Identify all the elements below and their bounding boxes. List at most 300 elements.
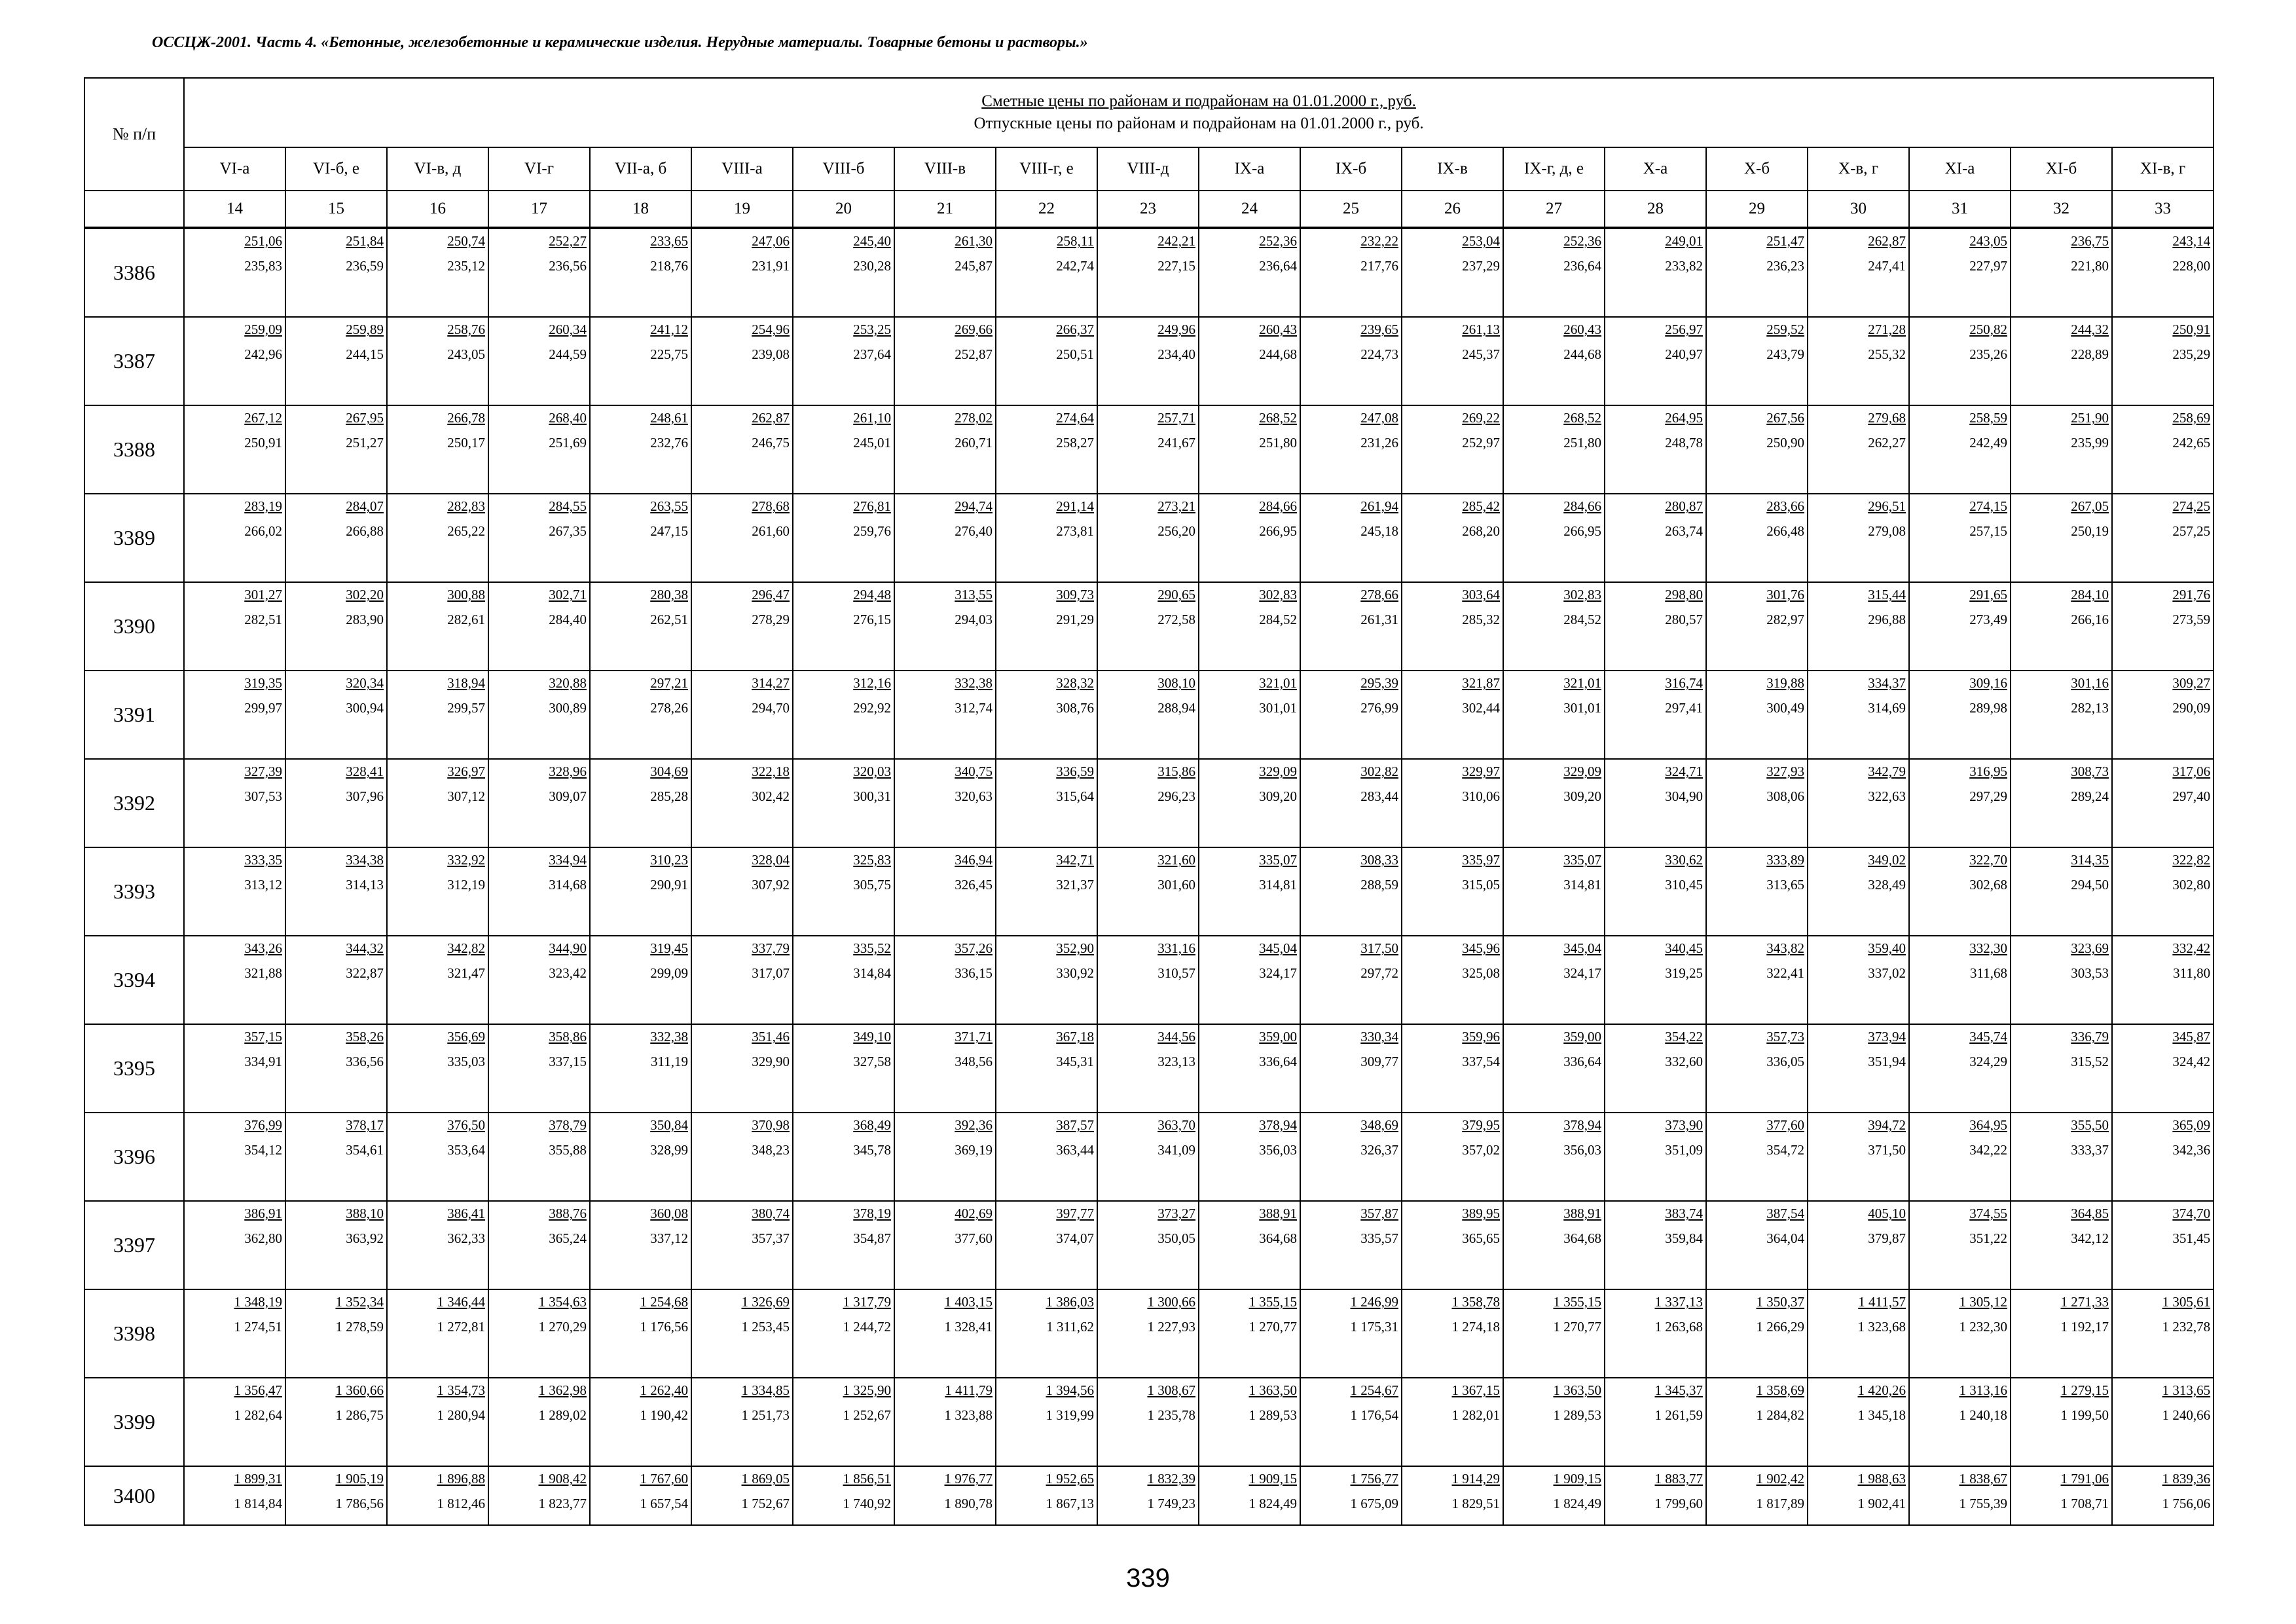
estimate-price: 284,55: [549, 498, 587, 514]
release-price: 320,63: [955, 788, 993, 804]
price-cell: [1300, 582, 1402, 671]
release-price: 1 176,54: [1350, 1407, 1398, 1423]
release-price: 300,31: [853, 788, 891, 804]
estimate-price: 363,70: [1157, 1117, 1195, 1133]
release-price: 354,61: [346, 1142, 384, 1158]
table-row: [84, 936, 2214, 1024]
estimate-price: 364,95: [1969, 1117, 2007, 1133]
release-price: 294,70: [752, 700, 790, 716]
district-header: XI-б: [2011, 147, 2112, 191]
price-cell: [1300, 671, 1402, 759]
table-row: [84, 1024, 2214, 1113]
release-price: 236,56: [549, 258, 587, 274]
estimate-price: 267,56: [1766, 410, 1804, 426]
price-cell: [894, 228, 996, 317]
release-price: 294,03: [955, 612, 993, 627]
estimate-price: 261,94: [1360, 498, 1398, 514]
price-cell: [1909, 1289, 2011, 1378]
estimate-price: 388,91: [1563, 1206, 1601, 1221]
release-price: 225,75: [650, 346, 688, 362]
estimate-price: 328,04: [752, 852, 790, 868]
estimate-price: 397,77: [1056, 1206, 1094, 1221]
release-price: 251,80: [1259, 435, 1297, 451]
release-price: 302,80: [2172, 877, 2211, 893]
price-cell: [1097, 1024, 1199, 1113]
estimate-price: 1 279,15: [2060, 1382, 2109, 1398]
estimate-price: 297,21: [650, 675, 688, 691]
release-price: 1 270,77: [1553, 1319, 1601, 1335]
price-cell: [894, 1289, 996, 1378]
release-price: 247,41: [1868, 258, 1906, 274]
estimate-price: 359,40: [1868, 940, 1906, 956]
estimate-price: 1 856,51: [843, 1471, 891, 1486]
price-cell: [590, 1201, 691, 1289]
estimate-price: 244,32: [2071, 322, 2109, 337]
price-cell: [1503, 671, 1605, 759]
price-cell: [2011, 317, 2112, 405]
release-price: 313,65: [1766, 877, 1804, 893]
price-cell: [488, 936, 590, 1024]
estimate-price: 298,80: [1665, 587, 1703, 602]
release-price: 1 675,09: [1350, 1496, 1398, 1511]
estimate-price: 268,52: [1563, 410, 1601, 426]
price-cell: [1097, 317, 1199, 405]
estimate-price: 290,65: [1157, 587, 1195, 602]
price-cell: [488, 1378, 590, 1466]
price-cell: [1605, 317, 1706, 405]
release-price: 236,64: [1259, 258, 1297, 274]
estimate-price: 258,59: [1969, 410, 2007, 426]
release-price: 247,15: [650, 523, 688, 539]
estimate-price: 331,16: [1157, 940, 1195, 956]
district-header: VII-а, б: [590, 147, 691, 191]
price-cell: [488, 1466, 590, 1525]
row-number: 3400: [84, 1466, 184, 1525]
price-cell: [1300, 1113, 1402, 1201]
release-price: 299,09: [650, 965, 688, 981]
estimate-price: 360,08: [650, 1206, 688, 1221]
estimate-price: 345,96: [1462, 940, 1500, 956]
release-price: 1 251,73: [741, 1407, 790, 1423]
estimate-price: 1 300,66: [1147, 1294, 1195, 1310]
release-price: 321,47: [447, 965, 485, 981]
estimate-price: 367,18: [1056, 1029, 1094, 1044]
release-price: 332,60: [1665, 1054, 1703, 1069]
estimate-price: 274,64: [1056, 410, 1094, 426]
price-cell: [1605, 1024, 1706, 1113]
price-cell: [590, 1378, 691, 1466]
estimate-price: 248,61: [650, 410, 688, 426]
estimate-price: 354,22: [1665, 1029, 1703, 1044]
price-cell: [2011, 1113, 2112, 1201]
price-cell: [1402, 582, 1503, 671]
release-price: 233,82: [1665, 258, 1703, 274]
price-cell: [285, 1378, 387, 1466]
estimate-price: 283,19: [244, 498, 282, 514]
estimate-price: 315,44: [1868, 587, 1906, 602]
release-price: 250,17: [447, 435, 485, 451]
release-price: 307,53: [244, 788, 282, 804]
estimate-price: 1 326,69: [741, 1294, 790, 1310]
price-cell: [1808, 1289, 1909, 1378]
price-cell: [1605, 1289, 1706, 1378]
release-price: 245,87: [955, 258, 993, 274]
release-price: 328,49: [1868, 877, 1906, 893]
price-cell: [793, 759, 894, 847]
price-cell: [1503, 228, 1605, 317]
price-cell: [387, 317, 488, 405]
price-cell: [1199, 1378, 1300, 1466]
price-cell: [793, 582, 894, 671]
release-price: 303,53: [2071, 965, 2109, 981]
price-cell: [1706, 847, 1808, 936]
release-price: 273,59: [2172, 612, 2211, 627]
estimate-price: 261,10: [853, 410, 891, 426]
release-price: 236,64: [1563, 258, 1601, 274]
release-price: 337,15: [549, 1054, 587, 1069]
release-price: 315,64: [1056, 788, 1094, 804]
release-price: 1 232,78: [2162, 1319, 2211, 1335]
price-cell: [1808, 228, 1909, 317]
price-cell: [996, 1289, 1097, 1378]
column-number: 27: [1503, 191, 1605, 228]
release-price: 365,65: [1462, 1230, 1500, 1246]
district-header: VI-б, е: [285, 147, 387, 191]
price-cell: [691, 1466, 793, 1525]
estimate-price: 301,76: [1766, 587, 1804, 602]
release-price: 285,32: [1462, 612, 1500, 627]
price-cell: [387, 228, 488, 317]
release-price: 1 752,67: [741, 1496, 790, 1511]
estimate-price: 257,71: [1157, 410, 1195, 426]
price-cell: [1503, 317, 1605, 405]
estimate-price: 325,83: [853, 852, 891, 868]
release-price: 266,95: [1259, 523, 1297, 539]
release-price: 262,27: [1868, 435, 1906, 451]
price-cell: [285, 847, 387, 936]
estimate-price: 336,79: [2071, 1029, 2109, 1044]
release-price: 244,68: [1563, 346, 1601, 362]
release-price: 1 282,64: [234, 1407, 282, 1423]
estimate-price: 329,09: [1259, 764, 1297, 779]
estimate-price: 343,82: [1766, 940, 1804, 956]
price-cell: [387, 1466, 488, 1525]
release-price: 336,56: [346, 1054, 384, 1069]
price-cell: [996, 1024, 1097, 1113]
price-cell: [184, 317, 285, 405]
estimate-price: 243,14: [2172, 233, 2211, 249]
estimate-price: 250,91: [2172, 322, 2211, 337]
release-price: 251,27: [346, 435, 384, 451]
release-price: 1 253,45: [741, 1319, 790, 1335]
price-cell: [1605, 228, 1706, 317]
estimate-price: 314,35: [2071, 852, 2109, 868]
estimate-price: 251,90: [2071, 410, 2109, 426]
price-cell: [387, 582, 488, 671]
row-number: 3396: [84, 1113, 184, 1201]
price-cell: [1909, 1378, 2011, 1466]
release-price: 1 263,68: [1654, 1319, 1703, 1335]
column-number: 32: [2011, 191, 2112, 228]
estimate-price: 271,28: [1868, 322, 1906, 337]
estimate-price: 1 367,15: [1451, 1382, 1500, 1398]
estimate-price: 1 348,19: [234, 1294, 282, 1310]
district-header: VIII-а: [691, 147, 793, 191]
release-price: 304,90: [1665, 788, 1703, 804]
estimate-price: 284,66: [1259, 498, 1297, 514]
estimate-price: 296,47: [752, 587, 790, 602]
estimate-price: 295,39: [1360, 675, 1398, 691]
price-cell: [1402, 1201, 1503, 1289]
price-cell: [488, 494, 590, 582]
column-number: 33: [2112, 191, 2214, 228]
release-price: 250,90: [1766, 435, 1804, 451]
release-price: 289,98: [1969, 700, 2007, 716]
estimate-price: 1 262,40: [640, 1382, 688, 1398]
release-price: 317,07: [752, 965, 790, 981]
estimate-price: 322,82: [2172, 852, 2211, 868]
estimate-price: 276,81: [853, 498, 891, 514]
release-price: 1 323,88: [944, 1407, 993, 1423]
estimate-price: 326,97: [447, 764, 485, 779]
estimate-price: 320,03: [853, 764, 891, 779]
release-price: 273,81: [1056, 523, 1094, 539]
estimate-price: 303,64: [1462, 587, 1500, 602]
price-cell: [2011, 228, 2112, 317]
release-price: 1 289,53: [1553, 1407, 1601, 1423]
release-price: 362,80: [244, 1230, 282, 1246]
column-number: 21: [894, 191, 996, 228]
price-cell: [2112, 405, 2214, 494]
release-price: 322,63: [1868, 788, 1906, 804]
estimate-price: 388,10: [346, 1206, 384, 1221]
release-price: 1 345,18: [1857, 1407, 1906, 1423]
release-price: 1 176,56: [640, 1319, 688, 1335]
release-price: 1 311,62: [1046, 1319, 1094, 1335]
estimate-price: 1 360,66: [335, 1382, 384, 1398]
estimate-price: 330,62: [1665, 852, 1703, 868]
estimate-price: 321,01: [1259, 675, 1297, 691]
price-cell: [1199, 228, 1300, 317]
price-cell: [1402, 494, 1503, 582]
release-price: 1 319,99: [1046, 1407, 1094, 1423]
estimate-price: 374,55: [1969, 1206, 2007, 1221]
release-price: 235,29: [2172, 346, 2211, 362]
price-cell: [1808, 1378, 1909, 1466]
release-price: 261,31: [1360, 612, 1398, 627]
release-price: 307,96: [346, 788, 384, 804]
price-cell: [996, 1201, 1097, 1289]
estimate-price: 309,27: [2172, 675, 2211, 691]
estimate-price: 1 358,69: [1756, 1382, 1804, 1398]
column-number: 23: [1097, 191, 1199, 228]
price-cell: [1706, 671, 1808, 759]
release-price: 353,64: [447, 1142, 485, 1158]
estimate-price: 1 358,78: [1451, 1294, 1500, 1310]
release-price: 301,60: [1157, 877, 1195, 893]
price-cell: [1199, 671, 1300, 759]
release-price: 362,33: [447, 1230, 485, 1246]
release-price: 266,88: [346, 523, 384, 539]
price-cell: [2011, 1289, 2112, 1378]
release-price: 334,91: [244, 1054, 282, 1069]
estimate-price: 301,16: [2071, 675, 2109, 691]
price-cell: [1402, 847, 1503, 936]
release-price: 357,37: [752, 1230, 790, 1246]
estimate-price: 1 869,05: [741, 1471, 790, 1486]
estimate-price: 258,76: [447, 322, 485, 337]
estimate-price: 321,60: [1157, 852, 1195, 868]
estimate-price: 342,79: [1868, 764, 1906, 779]
price-cell: [1402, 1466, 1503, 1525]
release-price: 256,20: [1157, 523, 1195, 539]
price-cell: [793, 228, 894, 317]
price-cell: [1097, 582, 1199, 671]
price-cell: [1503, 936, 1605, 1024]
estimate-price: 335,07: [1563, 852, 1601, 868]
estimate-price: 274,25: [2172, 498, 2211, 514]
release-price: 242,49: [1969, 435, 2007, 451]
estimate-price: 405,10: [1868, 1206, 1906, 1221]
release-price: 1 708,71: [2060, 1496, 2109, 1511]
release-price: 290,09: [2172, 700, 2211, 716]
price-cell: [894, 1024, 996, 1113]
estimate-price: 355,50: [2071, 1117, 2109, 1133]
price-cell: [1097, 847, 1199, 936]
estimate-price: 282,83: [447, 498, 485, 514]
estimate-price: 317,50: [1360, 940, 1398, 956]
release-price: 328,99: [650, 1142, 688, 1158]
release-price: 1 749,23: [1147, 1496, 1195, 1511]
estimate-price: 1 838,67: [1959, 1471, 2007, 1486]
release-price: 348,23: [752, 1142, 790, 1158]
release-price: 342,22: [1969, 1142, 2007, 1158]
price-cell: [691, 317, 793, 405]
estimate-price: 258,11: [1057, 233, 1094, 249]
price-cell: [1402, 671, 1503, 759]
estimate-price: 1 345,37: [1654, 1382, 1703, 1398]
estimate-price: 232,22: [1360, 233, 1398, 249]
estimate-price: 315,86: [1157, 764, 1195, 779]
column-number: 30: [1808, 191, 1909, 228]
price-cell: [387, 936, 488, 1024]
release-price: 310,57: [1157, 965, 1195, 981]
release-price: 1 199,50: [2060, 1407, 2109, 1423]
estimate-price: 345,87: [2172, 1029, 2211, 1044]
estimate-price: 1 386,03: [1046, 1294, 1094, 1310]
price-cell: [1605, 759, 1706, 847]
release-price: 283,44: [1360, 788, 1398, 804]
price-cell: [1097, 759, 1199, 847]
estimate-price: 1 356,47: [234, 1382, 282, 1398]
release-price: 302,44: [1462, 700, 1500, 716]
release-price: 261,60: [752, 523, 790, 539]
price-cell: [2011, 671, 2112, 759]
release-price: 354,72: [1766, 1142, 1804, 1158]
price-cell: [488, 317, 590, 405]
price-cell: [1300, 1024, 1402, 1113]
estimate-price: 1 988,63: [1857, 1471, 1906, 1486]
estimate-price: 376,50: [447, 1117, 485, 1133]
release-price: 314,69: [1868, 700, 1906, 716]
release-price: 276,40: [955, 523, 993, 539]
price-cell: [590, 936, 691, 1024]
price-cell: [1706, 1466, 1808, 1525]
price-cell: [1909, 1466, 2011, 1525]
release-price: 1 192,17: [2060, 1319, 2109, 1335]
estimate-price: 312,16: [853, 675, 891, 691]
estimate-price: 334,38: [346, 852, 384, 868]
price-cell: [894, 671, 996, 759]
release-price: 296,23: [1157, 788, 1195, 804]
release-price: 327,58: [853, 1054, 891, 1069]
price-cell: [691, 671, 793, 759]
release-price: 241,67: [1157, 435, 1195, 451]
release-price: 342,12: [2071, 1230, 2109, 1246]
price-cell: [2112, 582, 2214, 671]
price-cell: [2011, 847, 2112, 936]
release-price: 284,40: [549, 612, 587, 627]
estimate-price: 1 350,37: [1756, 1294, 1804, 1310]
estimate-price: 386,41: [447, 1206, 485, 1221]
release-price: 314,13: [346, 877, 384, 893]
release-price: 230,28: [853, 258, 891, 274]
price-cell: [793, 1466, 894, 1525]
release-price: 302,68: [1969, 877, 2007, 893]
release-price: 231,26: [1360, 435, 1398, 451]
estimate-price: 388,91: [1259, 1206, 1297, 1221]
estimate-price: 236,75: [2071, 233, 2109, 249]
estimate-price: 1 305,12: [1959, 1294, 2007, 1310]
price-cell: [793, 1201, 894, 1289]
price-cell: [285, 671, 387, 759]
estimate-price: 252,36: [1259, 233, 1297, 249]
release-price: 250,51: [1056, 346, 1094, 362]
estimate-price: 340,45: [1665, 940, 1703, 956]
price-cell: [1402, 936, 1503, 1024]
estimate-price: 261,13: [1462, 322, 1500, 337]
release-price: 228,89: [2071, 346, 2109, 362]
release-price: 314,81: [1259, 877, 1297, 893]
release-price: 311,68: [1970, 965, 2007, 981]
estimate-price: 1 914,29: [1451, 1471, 1500, 1486]
estimate-price: 357,87: [1360, 1206, 1398, 1221]
estimate-price: 378,17: [346, 1117, 384, 1133]
estimate-price: 278,66: [1360, 587, 1398, 602]
release-price: 1 278,59: [335, 1319, 384, 1335]
price-cell: [2011, 1466, 2112, 1525]
price-cell: [1503, 847, 1605, 936]
price-cell: [285, 1466, 387, 1525]
release-price: 260,71: [955, 435, 993, 451]
estimate-price: 335,52: [853, 940, 891, 956]
row-number: 3390: [84, 582, 184, 671]
estimate-price: 304,69: [650, 764, 688, 779]
release-price: 314,84: [853, 965, 891, 981]
estimate-price: 321,01: [1563, 675, 1601, 691]
price-cell: [590, 582, 691, 671]
price-cell: [996, 759, 1097, 847]
release-price: 1 282,01: [1451, 1407, 1500, 1423]
price-cell: [590, 759, 691, 847]
price-cell: [1808, 317, 1909, 405]
price-cell: [1199, 317, 1300, 405]
estimate-price: 337,79: [752, 940, 790, 956]
release-price: 242,74: [1056, 258, 1094, 274]
estimate-price: 359,00: [1563, 1029, 1601, 1044]
price-cell: [488, 405, 590, 494]
release-price: 236,23: [1766, 258, 1804, 274]
